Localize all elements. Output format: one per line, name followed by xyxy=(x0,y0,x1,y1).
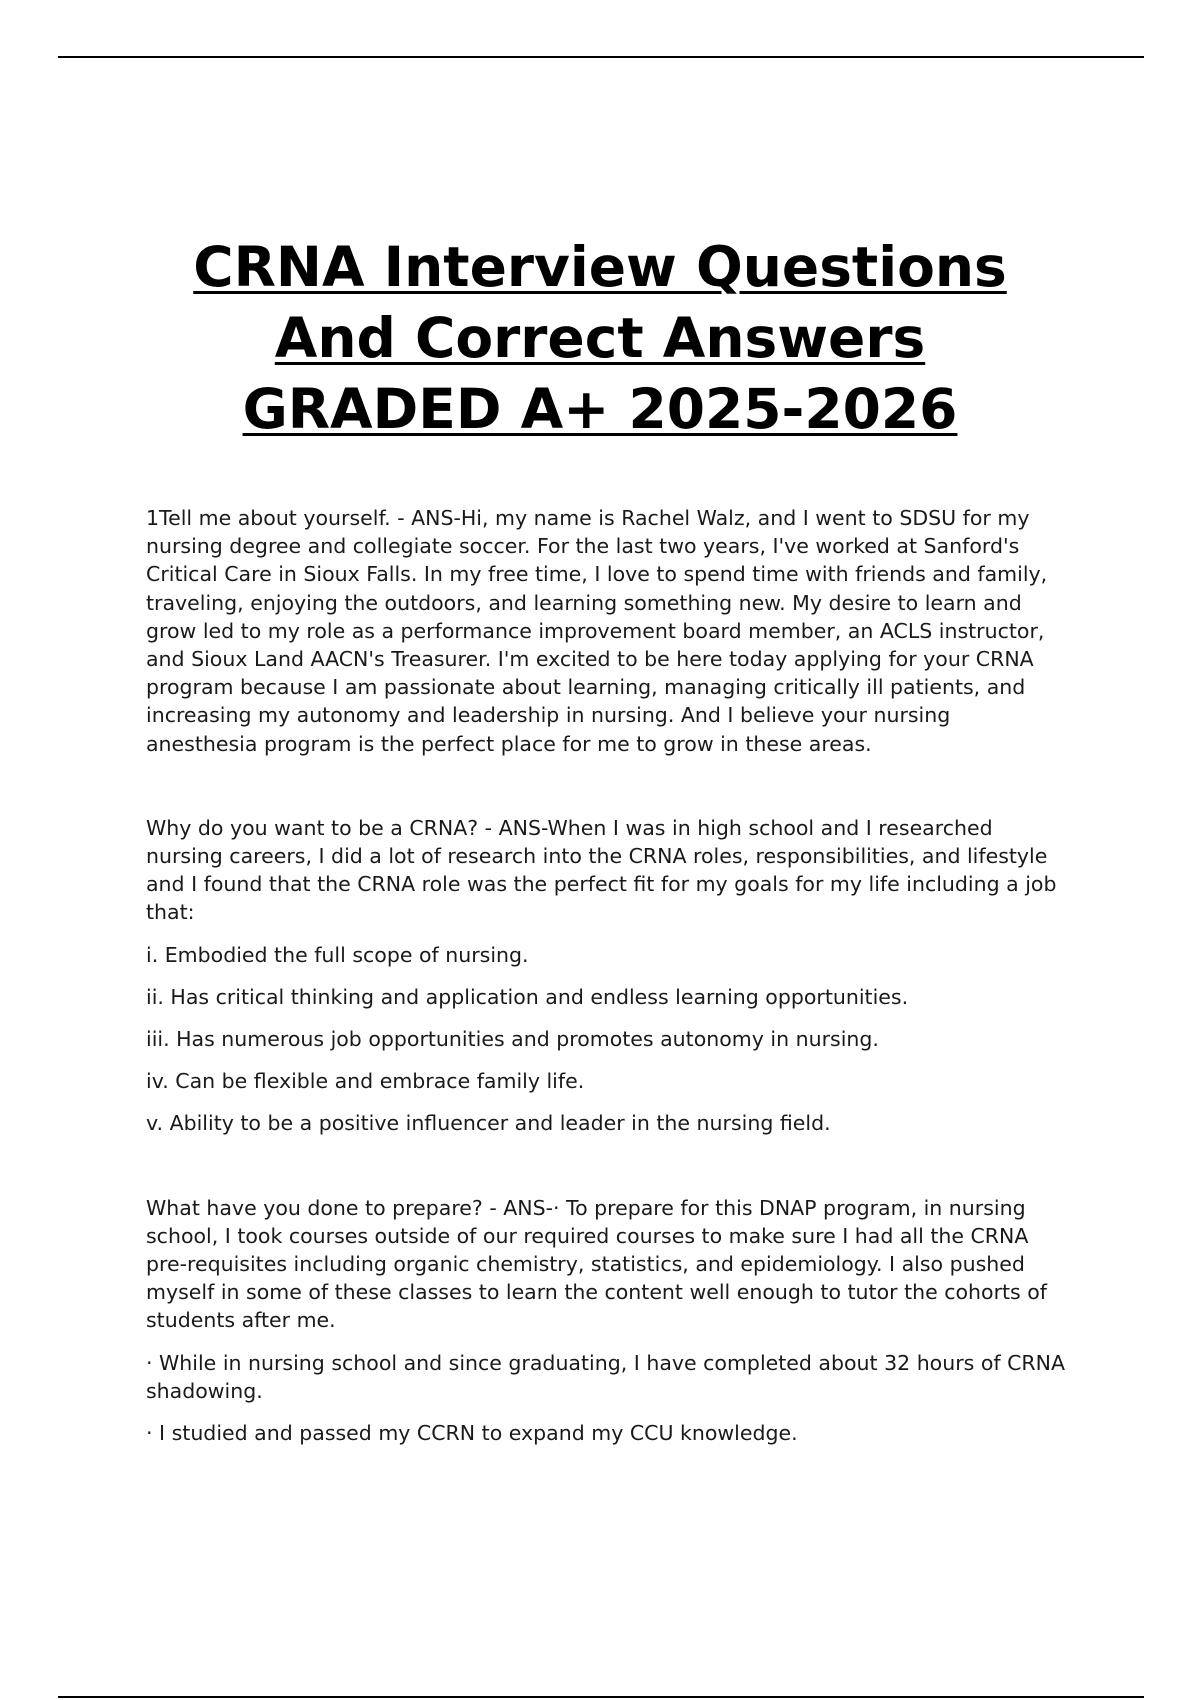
qa-how-prepared: What have you done to prepare? - ANS-· To prepare for this DNAP program, in nursing school, I took courses outside of our required courses to make sure I had all the CRNA pre-requisites including organic chemistry, statistics, and epidemiology. I also pushed myself in some of these classes to learn the content well enough to tutor the cohorts of students after me. xyxy=(146,1195,1048,1333)
qa-why-crna: Why do you want to be a CRNA? - ANS-When I was in high school and I researched nursing careers, I did a lot of research into the CRNA roles, responsibilities, and lifestyle and I found that the CRNA role was the perfect fit for my goals for my life including a job that: xyxy=(146,815,1057,925)
title-line-1: CRNA Interview Questions xyxy=(193,235,1007,299)
list-item: ii. Has critical thinking and application and endless learning opportunities. xyxy=(146,984,909,1009)
list-item: v. Ability to be a positive influencer and leader in the nursing field. xyxy=(146,1111,831,1136)
document-title xyxy=(100,232,1100,445)
bottom-divider xyxy=(58,1696,1144,1698)
list-item: iii. Has numerous job opportunities and promotes autonomy in nursing. xyxy=(146,1027,879,1052)
list-item: · I studied and passed my CCRN to expand my CCU knowledge. xyxy=(146,1421,798,1446)
title-line-2: And Correct Answers xyxy=(274,306,926,370)
qa-tell-me-about-yourself: 1Tell me about yourself. - ANS-Hi, my name is Rachel Walz, and I went to SDSU for my nursing degree and collegiate soccer. For the last two years, I've worked at Sanford's Critical Care in Sioux Falls. In my free time, I love to spend time with friends and family, traveling, enjoying the outdoors, and learning something new. My desire to learn and grow led to my role as a performance improvement board member, an ACLS instructor, and Sioux Land AACN's Treasurer. I'm excited to be here today applying for your CRNA program because I am passionate about learning, managing critically ill patients, and increasing my autonomy and leadership in nursing. And I believe your nursing anesthesia program is the perfect place for me to grow in these areas. xyxy=(146,506,1048,756)
list-item: iv. Can be flexible and embrace family life. xyxy=(146,1069,585,1094)
top-divider xyxy=(58,56,1144,58)
title-line-3: GRADED A+ 2025-2026 xyxy=(242,377,958,441)
document-body xyxy=(146,504,1066,1447)
list-item: · While in nursing school and since graduating, I have completed about 32 hours of CRNA shadowing. xyxy=(146,1350,1066,1403)
list-item: i. Embodied the full scope of nursing. xyxy=(146,942,529,967)
